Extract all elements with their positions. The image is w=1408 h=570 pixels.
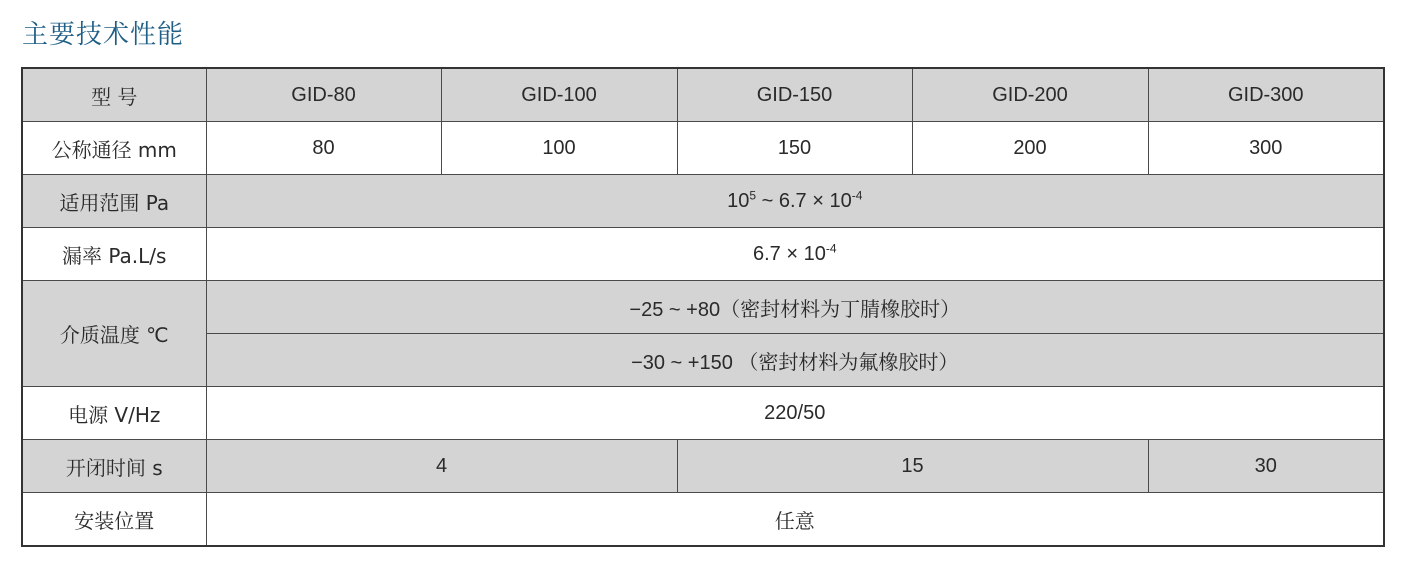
table-cell: GID-100: [441, 68, 677, 122]
table-cell: 100: [441, 122, 677, 175]
table-cell: 30: [1148, 440, 1384, 493]
table-cell: 300: [1148, 122, 1384, 175]
table-cell: GID-150: [677, 68, 912, 122]
table-cell-range: [206, 175, 1384, 228]
table-cell: 4: [206, 440, 677, 493]
row-label-install: 安装位置: [22, 493, 206, 547]
table-cell: 15: [677, 440, 1148, 493]
table-cell: GID-300: [1148, 68, 1384, 122]
table-cell-temp-2: −30 ~ +150 （密封材料为氟橡胶时）: [206, 334, 1384, 387]
page-title: 主要技术性能: [22, 20, 185, 50]
row-label-range: 适用范围 Pa: [22, 175, 206, 228]
table-cell: 150: [677, 122, 912, 175]
table-cell-install: 任意: [206, 493, 1384, 547]
range-middle: ~ 6.7 × 10: [756, 189, 852, 212]
table-row-install: [22, 493, 1384, 547]
row-label-time: 开闭时间 s: [22, 440, 206, 493]
table-row-temp-1: [22, 281, 1384, 334]
row-label-power: 电源 V/Hz: [22, 387, 206, 440]
range-exponent-1: 5: [749, 187, 757, 202]
spec-table: [21, 67, 1385, 547]
table-row-leak: [22, 228, 1384, 281]
table-row-model: [22, 68, 1384, 122]
leak-base: 6.7 × 10: [752, 242, 826, 265]
range-base: 10: [727, 189, 750, 212]
range-exponent-2: -4: [851, 187, 863, 202]
row-label-diameter: 公称通径 mm: [22, 122, 206, 175]
row-label-leak: 漏率 Pa.L/s: [22, 228, 206, 281]
table-cell: GID-80: [206, 68, 441, 122]
table-cell-temp-1: −25 ~ +80（密封材料为丁腈橡胶时）: [206, 281, 1384, 334]
table-cell: 200: [912, 122, 1148, 175]
table-row-temp-2: [22, 334, 1384, 387]
row-label-temp: 介质温度 ℃: [22, 281, 206, 387]
row-label-model: 型 号: [22, 68, 206, 122]
table-cell-leak: [206, 228, 1384, 281]
table-row-range: [22, 175, 1384, 228]
table-row-time: [22, 440, 1384, 493]
leak-exponent: -4: [825, 240, 837, 255]
table-cell-power: 220/50: [206, 387, 1384, 440]
table-cell: 80: [206, 122, 441, 175]
table-cell: GID-200: [912, 68, 1148, 122]
table-row-diameter: [22, 122, 1384, 175]
table-row-power: [22, 387, 1384, 440]
